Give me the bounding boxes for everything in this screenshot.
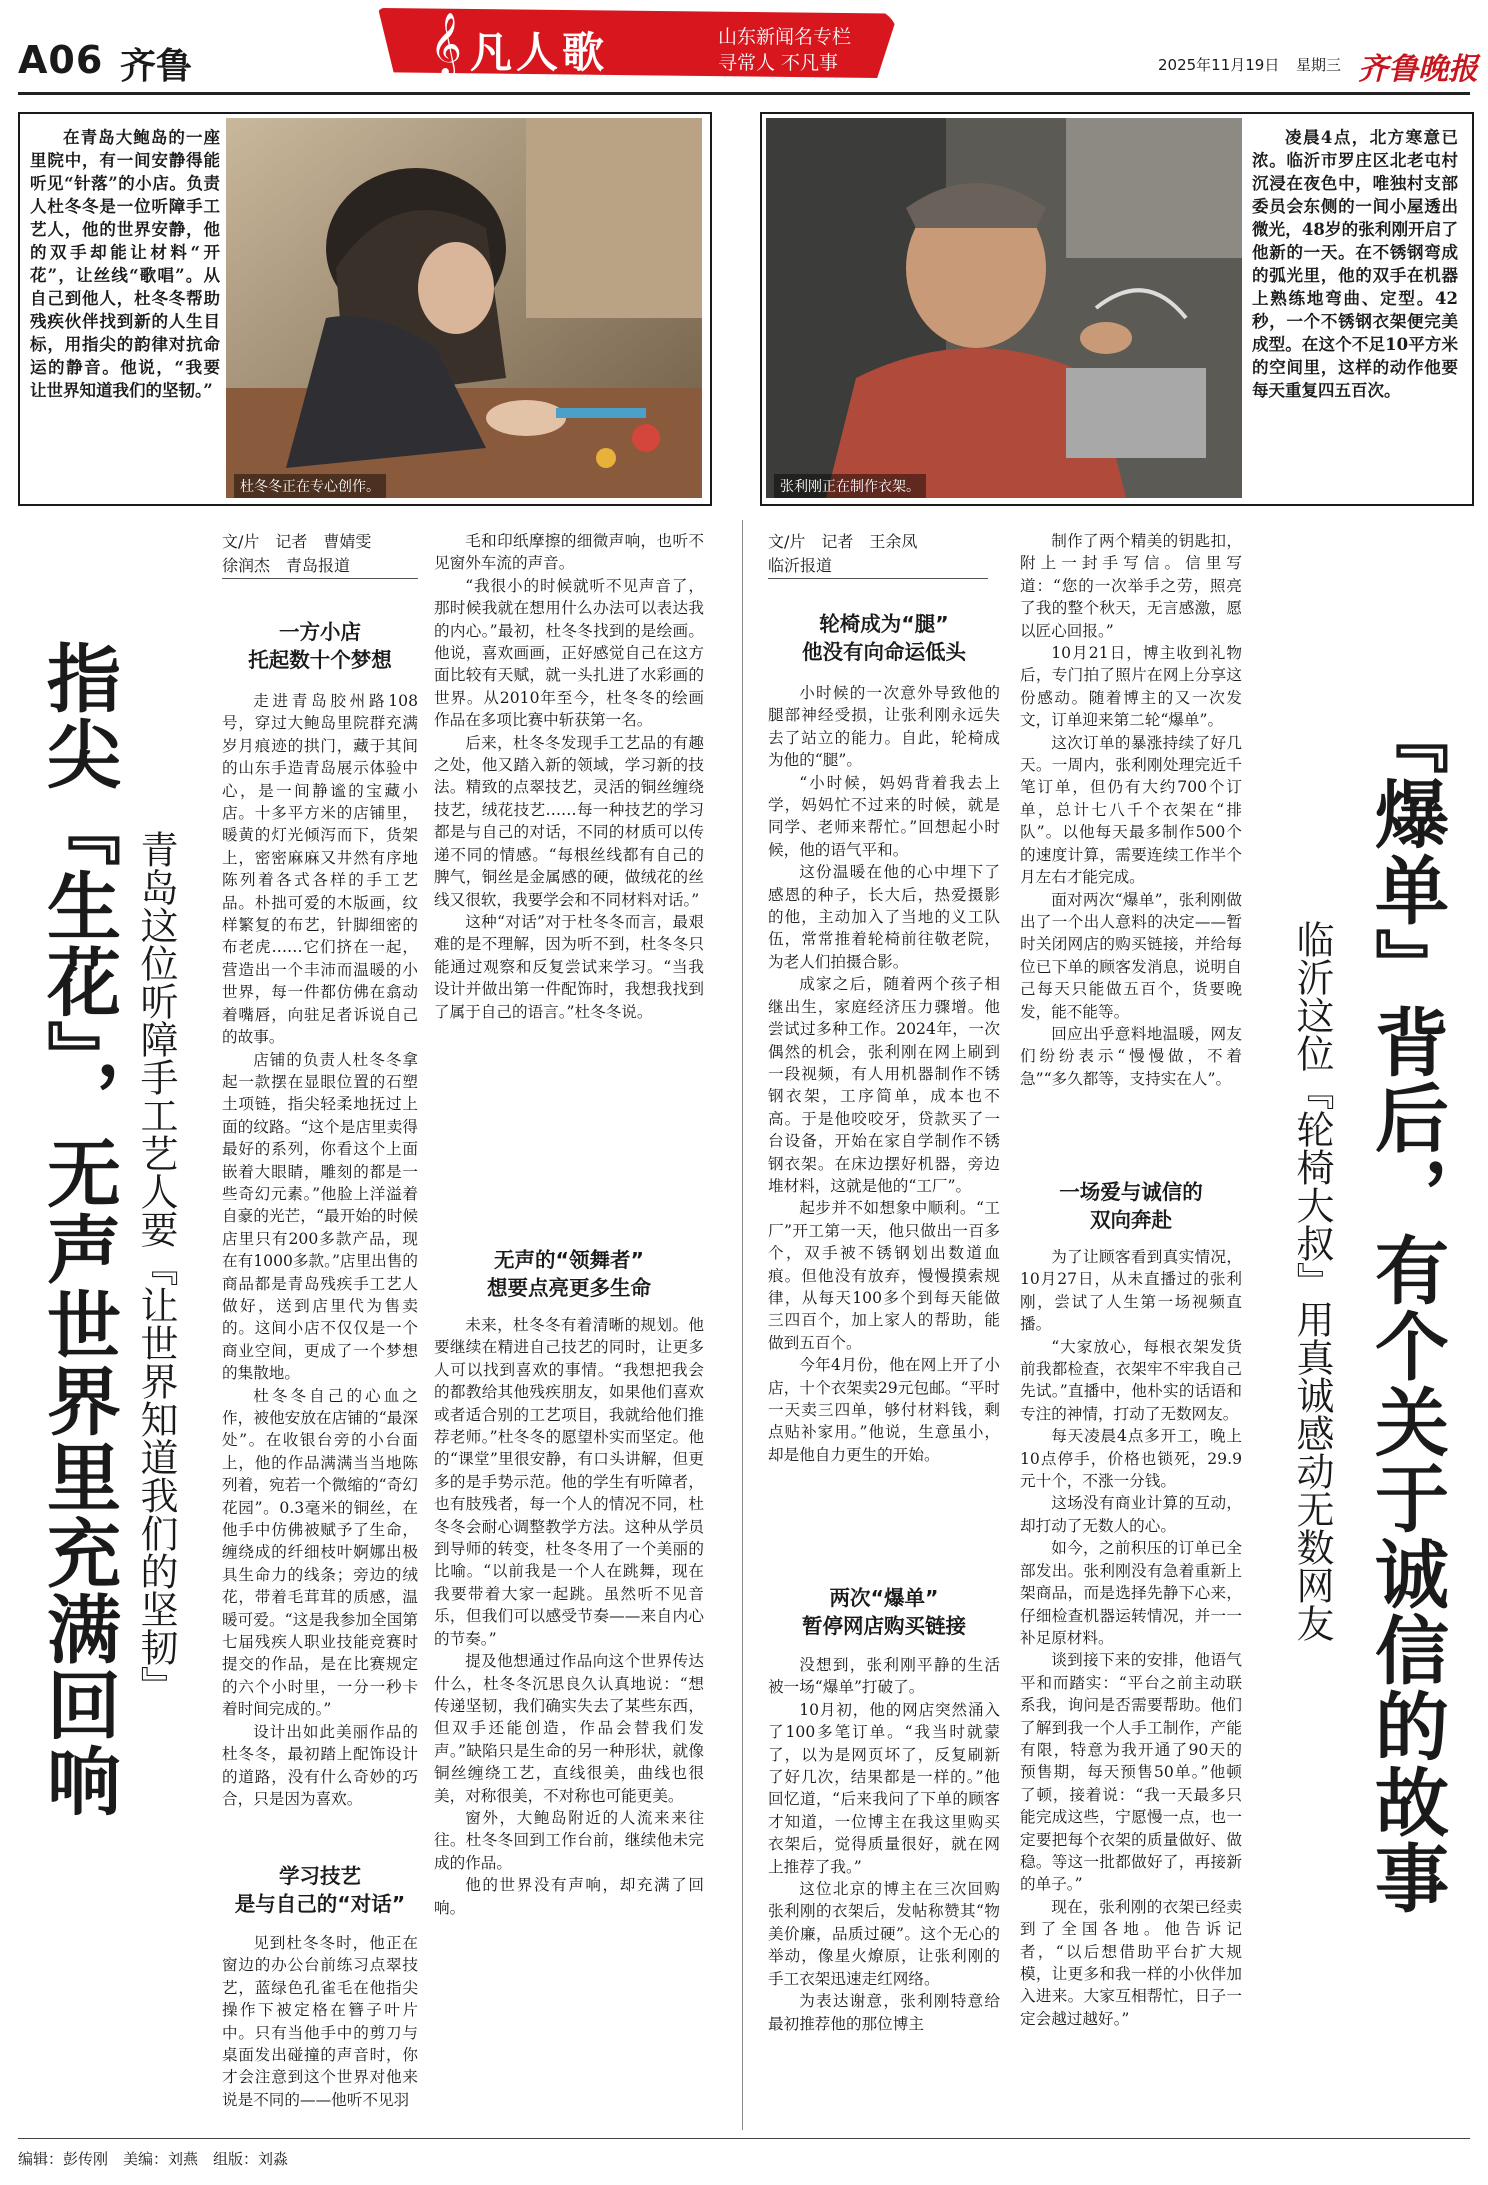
craftsman-photo-icon [226,118,702,498]
left-subhead-2-line1: 学习技艺 [279,1864,361,1888]
right-subhead-1 [768,610,1000,666]
left-byline-line1: 文/片 记者 曹婧雯 [222,532,372,551]
right-byline-line1: 文/片 记者 王余凤 [768,532,918,551]
right-photo-caption: 张利刚正在制作衣架。 [774,474,926,498]
issue-weekday: 星期三 [1296,56,1342,74]
right-headline: 『爆单』背后，有个关于诚信的故事 [1363,700,1449,1916]
left-subhead-1 [222,618,418,674]
lc2b-paragraph-3: 他的世界没有声响，却充满了回响。 [434,1876,704,1917]
right-subhead-3-line2: 双向奔赴 [1090,1208,1172,1232]
left-column-1 [222,690,418,1850]
newspaper-logo: 齐鲁晚报 [1358,52,1478,87]
left-subheadline: 青岛这位听障手工艺人要『让世界知道我们的坚韧』 [134,830,178,1704]
right-subhead-3 [1020,1178,1242,1234]
left-photo [226,118,702,498]
rc1-paragraph-3: 成家之后，随着两个孩子相继出生，家庭经济压力骤增。他尝试过多种工作。2024年，一次偶然的机会，张利刚在网上刷到一段视频，有人用机器制作不锈钢衣架，工序简单，成本也不高。于是他咬咬牙，贷款买了一台设备，开始在家自学制作不锈钢衣架。在床边摆好机器，旁边堆材料，这就是他的“工厂”。 [768,975,1000,1195]
column-slogan: 寻常人 不凡事 [718,52,839,74]
right-column-1b [768,1654,1000,2120]
lc1-paragraph-2: 杜冬冬自己的心血之作，被他安放在店铺的“最深处”。在收银台旁的小台面上，他的作品满满当当地陈列着，宛若一个微缩的“奇幻花园”。0.3毫米的铜丝，在他手中仿佛被赋予了生命，缠绕成的纤细枝叶婀娜出极具生命力的线条；旁边的绒花，带着毛茸茸的质感，温暖可爱。“这是我参加全国第七届残疾人职业技能竞赛时提交的作品，是在比赛规定的六个小时里，一分一秒卡着时间完成的。” [222,1386,418,1719]
rc2-paragraph-2: 这次订单的暴涨持续了好几天。一周内，张利刚处理完近千笔订单，但仍有大约700个订单，总计七八千个衣架在“排队”。以他每天最多制作500个的速度计算，需要连续工作半个月左右才能完成。 [1020,733,1242,887]
right-subhead-2-line2: 暂停网店购买链接 [802,1614,966,1638]
lc2b-paragraph-0: 未来，杜冬冬有着清晰的规划。他要继续在精进自己技艺的同时，让更多人可以找到喜欢的事情。“我想把我会的都教给其他残疾朋友，如果他们喜欢或者适合别的工艺项目，我就给他们推荐老师。”杜冬冬的愿望朴实而坚定。他的“课堂”里很安静，有口头讲解，但更多的是手势示范。他的学生有听障者，也有肢残者，每一个人的情况不同，杜冬冬会耐心调整教学方法。这种从学员到导师的转变，杜冬冬用了一个美丽的比喻。“以前我是一个人在跳舞，现在我要带着大家一起跳。虽然听不见音乐，但我们可以感受节奏——来自内心的节奏。” [434,1316,704,1648]
rc1b-paragraph-0: 没想到，张利刚平静的生活被一场“爆单”打破了。 [768,1656,1000,1697]
header-rule [18,92,1470,95]
right-photo [766,118,1242,498]
rc2-paragraph-3: 面对两次“爆单”，张利刚做出了一个出人意料的决定——暂时关闭网店的购买链接，并给每位已下单的顾客发消息，说明自己每天只能做五百个，货要晚发，能不能等。 [1020,890,1242,1021]
left-subhead-1-line1: 一方小店 [279,620,361,644]
column-award: 山东新闻名专栏 [718,26,852,48]
rc1b-paragraph-3: 为表达谢意，张利刚特意给最初推荐他的那位博主 [768,1992,1000,2033]
music-note-icon: 𝄞 [430,12,462,75]
left-headline: 指尖『生花』，无声世界里充满回响 [35,640,121,1819]
left-subhead-2-line2: 是与自己的“对话” [234,1892,406,1916]
left-photo-caption: 杜冬冬正在专心创作。 [234,474,386,498]
hanger-maker-photo-icon [766,118,1242,498]
lc2-paragraph-3: 这种“对话”对于杜冬冬而言，最艰难的是不理解，因为听不到，杜冬冬只能通过观察和反复尝试来学习。“当我设计并做出第一件配饰时，我想我找到了属于自己的语言。”杜冬冬说。 [434,912,704,1021]
rc2-paragraph-4: 回应出乎意料地温暖，网友们纷纷表示“慢慢做，不着急”“多久都等，支持实在人”。 [1020,1024,1242,1088]
right-subheadline: 临沂这位『轮椅大叔』用真诚感动无数网友 [1290,920,1334,1642]
left-subhead-3-line2: 想要点亮更多生命 [487,1276,651,1300]
right-subhead-3-line1: 一场爱与诚信的 [1059,1180,1203,1204]
left-subhead-1-line2: 托起数十个梦想 [248,648,392,672]
right-subhead-2-line1: 两次“爆单” [829,1586,939,1610]
right-subhead-1-line2: 他没有向命运低头 [802,640,966,664]
left-intro-text: 在青岛大鲍岛的一座里院中，有一间安静得能听见“针落”的小店。负责人杜冬冬是一位听障手工艺人，他的世界安静，他的双手却能让材料“开花”，让丝线“歌唱”。从自己到他人，杜冬冬帮助残疾伙伴找到新的人生目标，用指尖的韵律对抗命运的静音。他说，“我要让世界知道我们的坚韧。” [30,128,220,400]
column-title: 凡人歌 [470,28,609,77]
lc2-paragraph-1: “我很小的时候就听不见声音了，那时候我就在想用什么办法可以表达我的内心。”最初，杜冬冬找到的是绘画。他说，喜欢画画，正好感觉自己在这方面比较有天赋，就一头扎进了水彩画的世界。从2010年至今，杜冬冬的绘画作品在多项比赛中斩获第一名。 [434,576,704,730]
rc1b-paragraph-2: 这位北京的博主在三次回购张利刚的衣架后，发帖称赞其“物美价廉，品质过硬”。这个无心的举动，像星火燎原，让张利刚的手工衣架迅速走红网络。 [768,1880,1000,1988]
left-subhead-3 [434,1246,704,1302]
lc1-paragraph-1: 店铺的负责人杜冬冬拿起一款摆在显眼位置的石塑土项链，指尖轻柔地抚过上面的纹路。“这个是店里卖得最好的系列，你看这个上面嵌着大眼睛，雕刻的都是一些奇幻元素。”他脸上洋溢着自豪的光芒，“最开始的时候店里只有200多款产品，现在有1000多款。”店里出售的商品都是青岛残疾手工艺人做好，送到店里代为售卖的。这间小店不仅仅是一个商业空间，更成了一个梦想的集散地。 [222,1050,418,1383]
lc2-paragraph-0: 毛和印纸摩擦的细微声响，也听不见窗外车流的声音。 [434,532,704,573]
footer-credits: 编辑：彭传刚 美编：刘燕 组版：刘淼 [18,2150,289,2168]
right-subhead-1-line1: 轮椅成为“腿” [819,612,949,636]
rc2b-paragraph-0: 为了让顾客看到真实情况，10月27日，从未直播过的张利刚，尝试了人生第一场视频直播。 [1020,1248,1242,1334]
right-column-2b [1020,1246,1242,2122]
lc1-paragraph-3: 设计出如此美丽作品的杜冬冬，最初踏上配饰设计的道路，没有什么奇妙的巧合，只是因为喜欢。 [222,1722,418,1808]
right-byline-line2: 临沂报道 [768,556,833,575]
page-number: A06 [18,38,104,82]
left-column-2b [434,1314,704,2120]
left-subhead-2 [222,1862,418,1918]
lc2b-paragraph-2: 窗外，大鲍岛附近的人流来来往往。杜冬冬回到工作台前，继续他未完成的作品。 [434,1808,704,1872]
right-column-2 [1020,530,1242,1170]
center-divider [742,520,743,2130]
footer-rule [18,2138,1470,2139]
lc2-paragraph-2: 后来，杜冬冬发现手工艺品的有趣之处，他又踏入新的领域，学习新的技法。精致的点翠技艺，灵活的铜丝缠绕技艺，绒花技艺……每一种技艺的学习都是与自己的对话，不同的材质可以传递不同的情感。“每根丝线都有自己的脾气，铜丝是金属感的硬，做绒花的丝线又很软，我要学会和不同材料对话。” [434,733,704,909]
rc1-paragraph-2: 这份温暖在他的心中埋下了感恩的种子，长大后，热爱摄影的他，主动加入了当地的义工队伍，常常推着轮椅前往敬老院，为老人们拍摄合影。 [768,863,1000,971]
section-name: 齐鲁 [120,46,193,87]
rc2b-paragraph-2: 每天凌晨4点多开工，晚上10点停手，价格也锁死，29.9元十个，不涨一分钱。 [1020,1427,1242,1491]
rc1-paragraph-4: 起步并不如想象中顺利。“工厂”开工第一天，他只做出一百多个，双手被不锈钢划出数道血痕。但他没有放弃，慢慢摸索规律，从每天100多个到每天能做三四百个，加上家人的帮助，能做到五百个。 [768,1199,1000,1352]
right-subhead-2 [768,1584,1000,1640]
rc1-paragraph-1: “小时候，妈妈背着我去上学，妈妈忙不过来的时候，就是同学、老师来帮忙。”回想起小时候，他的语气平和。 [768,773,1000,859]
left-column-1b [222,1932,418,2122]
left-byline-line2: 徐润杰 青岛报道 [222,556,351,575]
lc1b-paragraph-0: 见到杜冬冬时，他正在窗边的办公台前练习点翠技艺，蓝绿色孔雀毛在他指尖操作下被定格在簪子叶片中。只有当他手中的剪刀与桌面发出碰撞的声音时，你才会注意到这个世界对他来说是不同的——他听不见羽 [222,1934,418,2109]
rc2b-paragraph-4: 如今，之前积压的订单已全部发出。张利刚没有急着重新上架商品，而是选择先静下心来，仔细检查机器运转情况，并一一补足原材料。 [1020,1539,1242,1647]
rc1-paragraph-5: 今年4月份，他在网上开了小店，十个衣架卖29元包邮。“平时一天卖三四单，够付材料钱，剩点贴补家用。”他说，生意虽小，却是他自力更生的开始。 [768,1356,1000,1464]
left-subhead-3-line1: 无声的“领舞者” [494,1248,644,1272]
lc1-paragraph-0: 走进青岛胶州路108号，穿过大鲍岛里院群充满岁月痕迹的拱门，藏于其间的山东手造青岛展示体验中心，是一间静谧的宝藏小店。十多平方米的店铺里，暖黄的灯光倾泻而下，货架上，密密麻麻又井然有序地陈列着各式各样的手工艺品。朴拙可爱的木版画，纹样繁复的布艺，针脚细密的布老虎……它们挤在一起，营造出一个丰沛而温暖的小世界，每一件都仿佛在翕动着嘴唇，向驻足者诉说自己的故事。 [222,692,418,1047]
left-column-2 [434,530,704,1234]
rc2b-paragraph-6: 现在，张利刚的衣架已经卖到了全国各地。他告诉记者，“以后想借助平台扩大规模，让更多和我一样的小伙伴加入进来。大家互相帮忙，日子一定会越过越好。” [1020,1897,1242,2028]
issue-date: 2025年11月19日 [1158,56,1280,74]
rc2b-paragraph-1: “大家放心，每根衣架发货前我都检查，衣架牢不牢我自己先试。”直播中，他朴实的话语和专注的神情，打动了无数网友。 [1020,1337,1242,1423]
right-intro-text: 凌晨4点，北方寒意已浓。临沂市罗庄区北老屯村沉浸在夜色中，唯独村支部委员会东侧的一间小屋透出微光，48岁的张利刚开启了他新的一天。在不锈钢弯成的弧光里，他的双手在机器上熟练地弯曲、定型。42秒，一个不锈钢衣架便完美成型。在这个不足10平方米的空间里，这样的动作他要每天重复四五百次。 [1252,128,1458,400]
rc2b-paragraph-3: 这场没有商业计算的互动，却打动了无数人的心。 [1020,1494,1242,1535]
left-byline [222,530,418,579]
rc2-paragraph-0: 制作了两个精美的钥匙扣，附上一封手写信。信里写道：“您的一次举手之劳，照亮了我的整个秋天，无言感激，愿以匠心回报。” [1020,532,1242,640]
lc2b-paragraph-1: 提及他想通过作品向这个世界传达什么，杜冬冬沉思良久认真地说：“想传递坚韧，我们确实失去了某些东西，但双手还能创造，作品会替我们发声。”缺陷只是生命的另一种形状，就像铜丝缠绕工艺，直线很美，曲线也很美，对称很美，不对称也可能更美。 [434,1652,704,1805]
right-byline [768,530,988,579]
rc2b-paragraph-5: 谈到接下来的安排，他语气平和而踏实：“平台之前主动联系我，询问是否需要帮助。他们了解到我一个人手工制作，产能有限，特意为我开通了90天的预售期，每天预售50单。”他顿了顿，接着说：“我一天最多只能完成这些，宁愿慢一点，也一定要把每个衣架的质量做好、做稳。等这一批都做好了，再接新的单子。” [1020,1651,1242,1894]
rc2-paragraph-1: 10月21日，博主收到礼物后，专门拍了照片在网上分享这份感动。随着博主的又一次发文，订单迎来第二轮“爆单”。 [1020,644,1242,730]
rc1-paragraph-0: 小时候的一次意外导致他的腿部神经受损，让张利刚永远失去了站立的能力。自此，轮椅成为他的“腿”。 [768,684,1000,770]
rc1b-paragraph-1: 10月初，他的网店突然涌入了100多笔订单。“我当时就蒙了，以为是网页坏了，反复刷新了好几次，结果都是一样的。”他回忆道，“后来我问了下单的顾客才知道，一位博主在我这里购买衣架后，觉得质量很好，就在网上推荐了我。” [768,1700,1000,1876]
right-column-1 [768,682,1000,1572]
